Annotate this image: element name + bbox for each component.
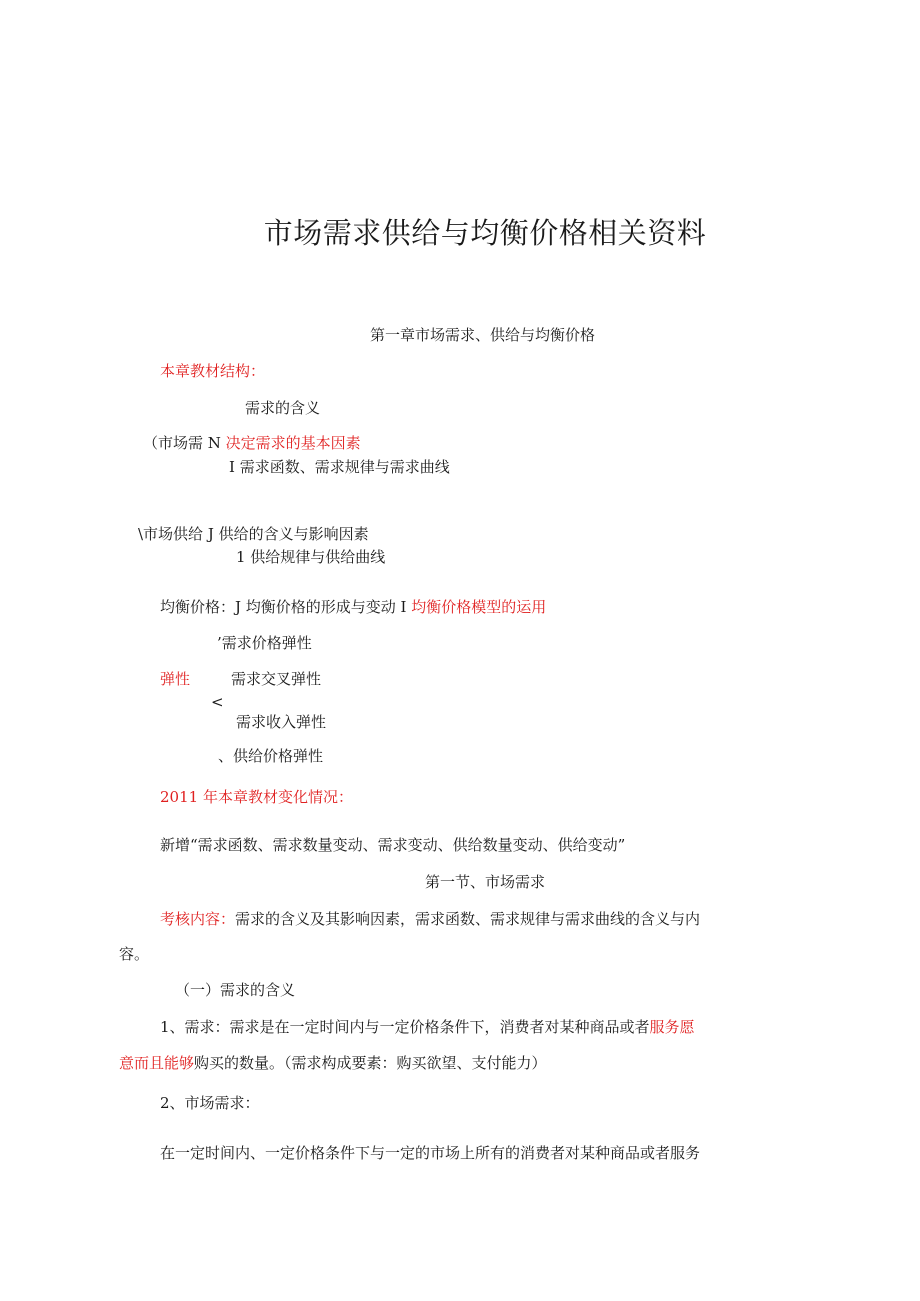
outline-supply-law: 1 供给规律与供给曲线 [236, 548, 386, 566]
definition-2-text: 在一定时间内、一定价格条件下与一定的市场上所有的消费者对某种商品或者服务 [160, 1144, 701, 1162]
definition-1-highlight-b: 意而且能够 [119, 1054, 195, 1072]
structure-label: 本章教材结构： [160, 362, 266, 380]
section-heading: 第一节、市场需求 [425, 873, 546, 891]
outline-bracket: < [211, 693, 224, 711]
chapter-heading: 第一章市场需求、供给与均衡价格 [370, 326, 596, 344]
outline-market-supply: \市场供给 J 供给的含义与影响因素 [138, 525, 369, 543]
definition-1-line1 [160, 1017, 695, 1037]
document-title: 市场需求供给与均衡价格相关资料 [263, 216, 707, 250]
exam-content-line2: 容。 [119, 945, 150, 963]
subsection-heading: （一）需求的含义 [175, 981, 296, 999]
exam-text-line1: 需求的含义及其影响因素，需求函数、需求规律与需求曲线的含义与内 [235, 910, 701, 928]
equilibrium-model: 均衡价格模型的运用 [411, 598, 547, 616]
exam-label: 考核内容： [160, 910, 236, 928]
definition-1-text-cont: 购买的数量。（需求构成要素：购买欲望、支付能力） [194, 1054, 547, 1072]
definition-2-heading: 2、市场需求： [160, 1094, 260, 1112]
demand-factors: 决定需求的基本因素 [225, 434, 361, 452]
definition-1-text: 1、需求：需求是在一定时间内与一定价格条件下，消费者对某种商品或者 [160, 1018, 650, 1036]
equilibrium-prefix: 均衡价格：J 均衡价格的形成与变动 I [160, 598, 412, 616]
outline-supply-elasticity: 、供给价格弹性 [218, 747, 324, 765]
outline-equilibrium [160, 597, 546, 617]
outline-market-demand [143, 433, 361, 453]
outline-income-elasticity: 需求收入弹性 [236, 713, 327, 731]
definition-1-highlight-a: 服务愿 [649, 1018, 695, 1036]
outline-demand-meaning: 需求的含义 [245, 399, 321, 417]
outline-demand-function: I 需求函数、需求规律与需求曲线 [229, 458, 450, 476]
changes-heading: 2011 年本章教材变化情况： [160, 788, 353, 806]
definition-1-line2 [119, 1053, 547, 1073]
outline-price-elasticity: ’需求价格弹性 [217, 634, 312, 652]
exam-content-line1 [160, 909, 700, 929]
changes-text: 新增“需求函数、需求数量变动、需求变动、供给数量变动、供给变动” [160, 836, 626, 854]
outline-elasticity-label: 弹性 [160, 670, 191, 688]
outline-cross-elasticity: 需求交叉弹性 [231, 670, 322, 688]
market-demand-prefix: （市场需 N [143, 434, 226, 452]
